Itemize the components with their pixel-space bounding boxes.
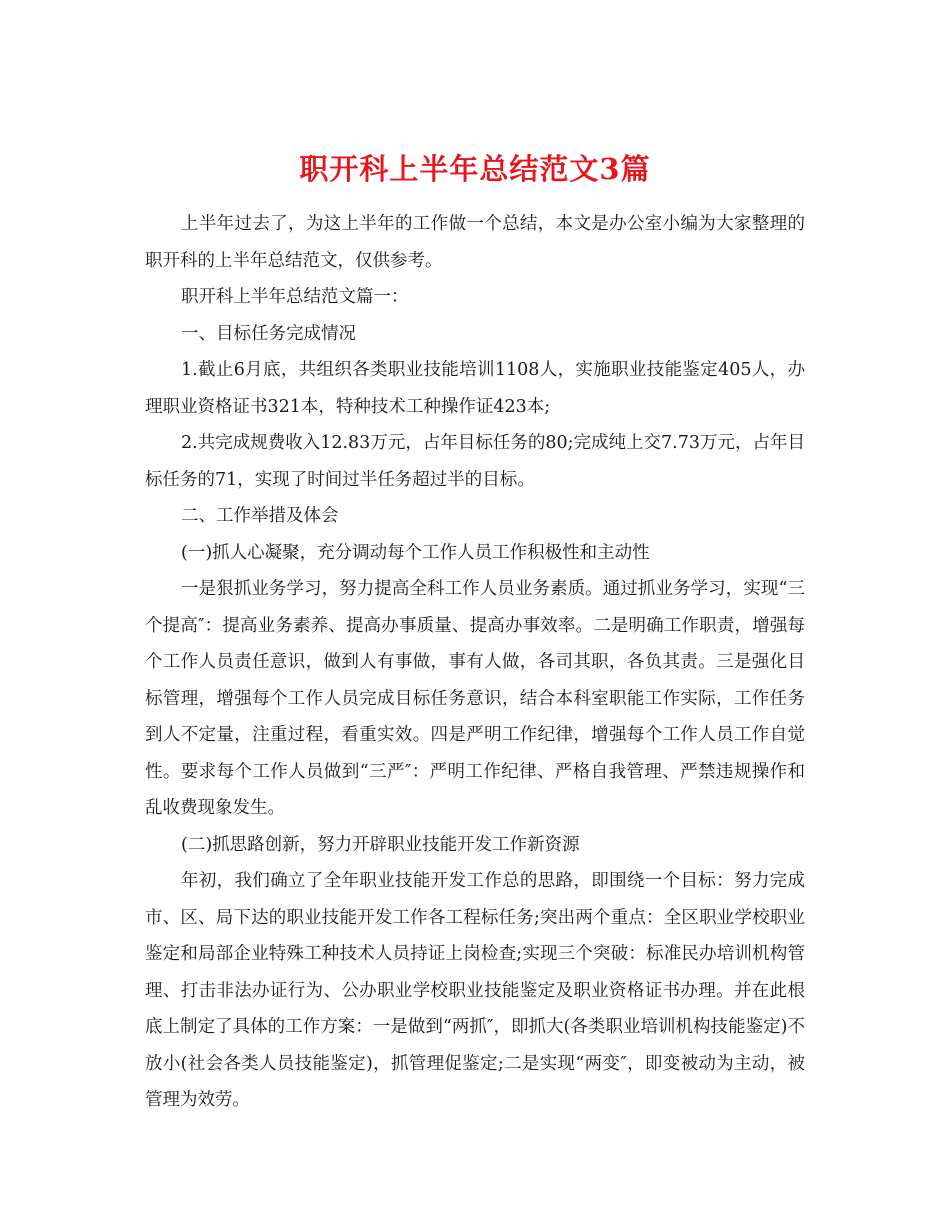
heading-measures: 二、工作举措及体会 xyxy=(181,506,339,526)
document-title: 职开科上半年总结范文3篇 xyxy=(299,152,651,187)
section-heading-part-one: 职开科上半年总结范文篇一： xyxy=(181,287,409,307)
subheading-innovation: (二)抓思路创新，努力开辟职业技能开发工作新资源 xyxy=(181,834,580,855)
document-body xyxy=(145,206,805,1119)
paragraph-training-stats: 1.截止6月底，共组织各类职业技能培训1108人，实施职业技能鉴定405人，办理职业资格证书321本，特种技术工种操作证423本; xyxy=(145,360,805,417)
intro-paragraph: 上半年过去了，为这上半年的工作做一个总结，本文是办公室小编为大家整理的职开科的上半年总结范文，仅供参考。 xyxy=(145,214,805,271)
paragraph-revenue-stats: 2.共完成规费收入12.83万元，占年目标任务的80;完成纯上交7.73万元，占年目标任务的71，实现了时间过半任务超过半的目标。 xyxy=(145,433,805,490)
heading-goals-completion: 一、目标任务完成情况 xyxy=(181,323,356,344)
paragraph-innovation-details: 年初，我们确立了全年职业技能开发工作总的思路，即围绕一个目标：努力完成市、区、局下达的职业技能开发工作各工程标任务;突出两个重点：全区职业学校职业鉴定和局部企业特殊工种技术人员持证上岗检查;实现三个突破：标准民办培训机构管理、打击非法办证行为、公办职业学校职业技能鉴定及职业资格证书办理。并在此根底上制定了具体的工作方案：一是做到“两抓″，即抓大(各类职业培训机构技能鉴定)不放小(社会各类人员技能鉴定)，抓管理促鉴定;二是实现“两变″，即变被动为主动，被管理为效劳。 xyxy=(145,871,805,1110)
paragraph-cohesion-details: 一是狠抓业务学习，努力提高全科工作人员业务素质。通过抓业务学习，实现“三个提高″：提高业务素养、提高办事质量、提高办事效率。二是明确工作职责，增强每个工作人员责任意识，做到人有事做，事有人做，各司其职，各负其责。三是强化目标管理，增强每个工作人员完成目标任务意识，结合本科室职能工作实际，工作任务到人不定量，注重过程，看重实效。四是严明工作纪律，增强每个工作人员工作自觉性。要求每个工作人员做到“三严″：严明工作纪律、严格自我管理、严禁违规操作和乱收费现象发生。 xyxy=(145,579,805,818)
subheading-cohesion: (一)抓人心凝聚，充分调动每个工作人员工作积极性和主动性 xyxy=(181,542,650,563)
